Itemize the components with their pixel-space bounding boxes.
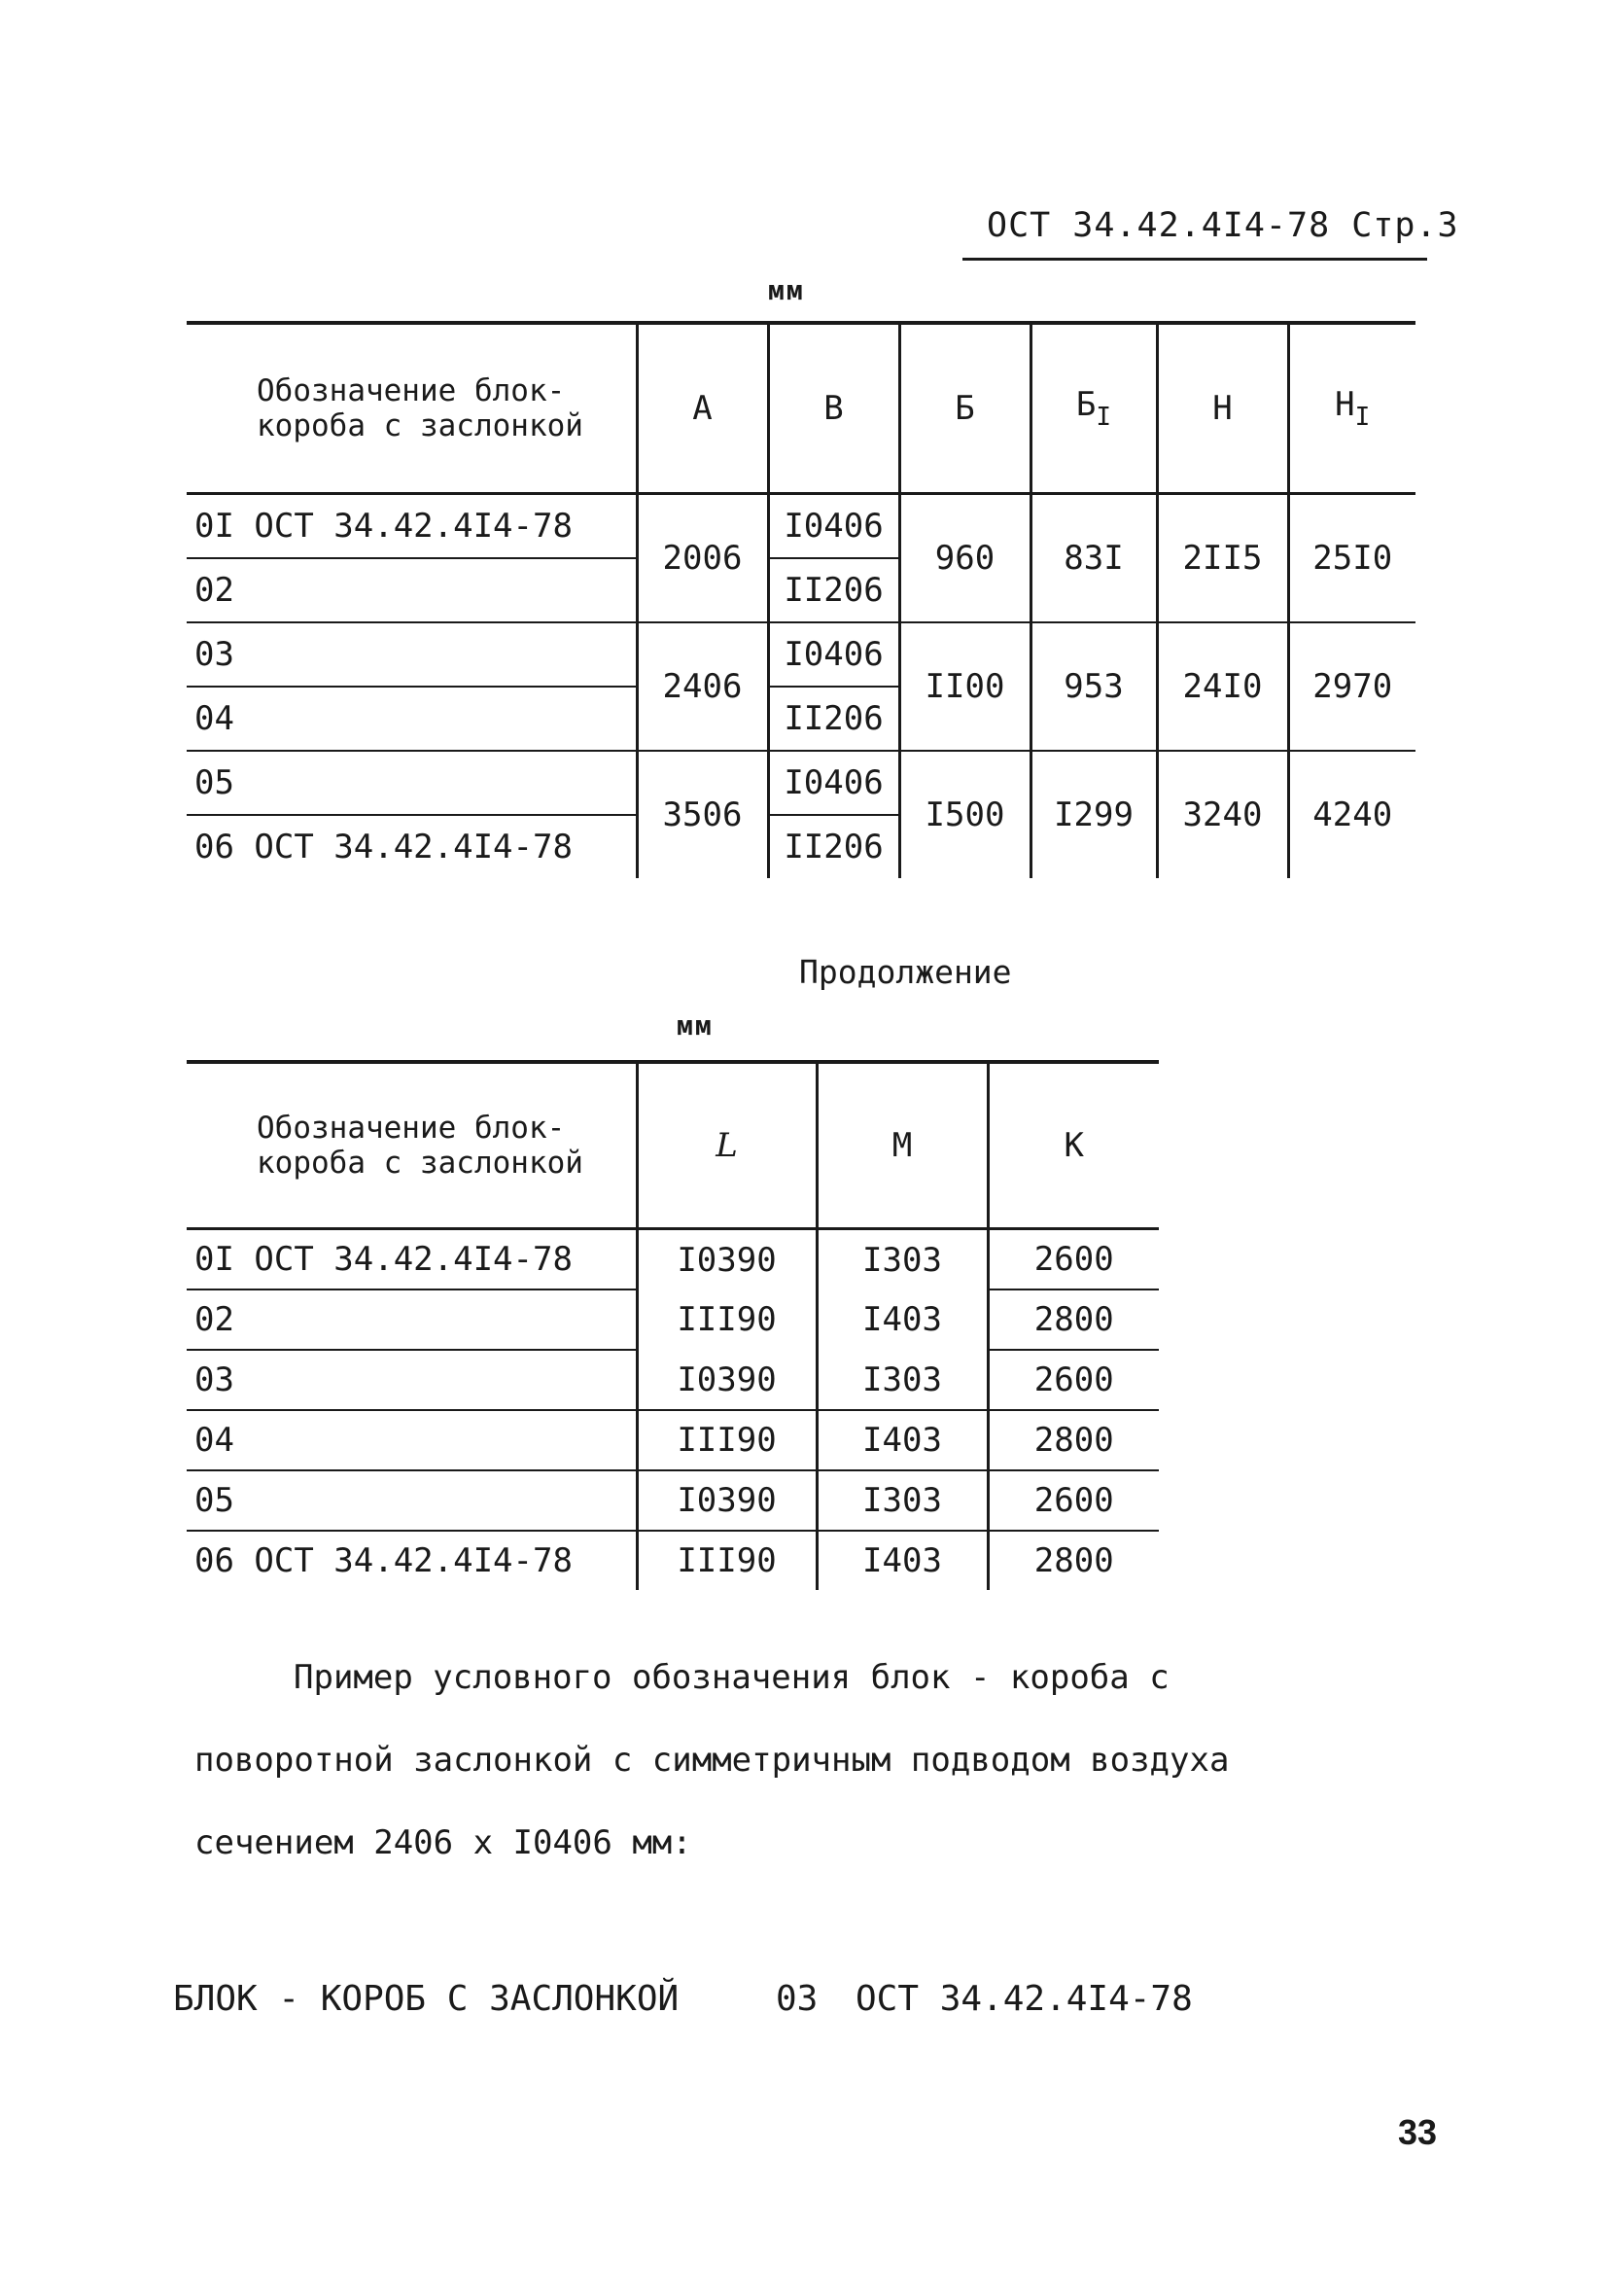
value-v-top: I0406 xyxy=(768,751,899,815)
page-number: 33 xyxy=(1398,2112,1438,2152)
designation-cell: 06 ОСТ 34.42.4I4-78 xyxy=(194,1541,573,1580)
designation-cell: 02 xyxy=(187,558,637,622)
column-header-h1-subscript: I xyxy=(1354,402,1371,432)
dimensions-table xyxy=(187,321,1415,878)
designation-cell: 04 xyxy=(187,687,637,751)
value-h1: 4240 xyxy=(1288,751,1415,878)
value-k: 2600 xyxy=(988,1470,1159,1531)
value-v-top: I0406 xyxy=(768,622,899,687)
table-row xyxy=(187,1350,1159,1410)
value-v-bottom: II206 xyxy=(768,558,899,622)
value-b1: 953 xyxy=(1031,622,1157,751)
table-row xyxy=(187,494,1415,559)
designation-cell: 03 xyxy=(187,1350,637,1410)
column-header-a: А xyxy=(637,323,768,494)
value-v-top: I0406 xyxy=(768,494,899,559)
value-k: 2600 xyxy=(988,1229,1159,1290)
designation-cell: 05 xyxy=(187,1470,637,1531)
value-v-bottom: II206 xyxy=(768,815,899,878)
column-header-m: М xyxy=(817,1062,988,1229)
table-row xyxy=(187,1289,1159,1350)
table1-unit: мм xyxy=(768,274,805,306)
column-header-designation: Обозначение блок-короба с заслонкой xyxy=(187,323,637,494)
value-h: 24I0 xyxy=(1157,622,1288,751)
designation-cell: 05 xyxy=(187,751,637,815)
column-header-designation: Обозначение блок-короба с заслонкой xyxy=(187,1062,637,1229)
column-header-h1 xyxy=(1288,323,1415,494)
column-header-b1-subscript: I xyxy=(1096,402,1112,432)
table-row xyxy=(187,622,1415,687)
designation-cell: 02 xyxy=(187,1289,637,1350)
column-header-l: L xyxy=(637,1062,817,1229)
table-row xyxy=(187,1410,1159,1470)
table-header-row xyxy=(187,1062,1159,1229)
designation-cell: 06 ОСТ 34.42.4I4-78 xyxy=(194,828,573,866)
table2-unit: мм xyxy=(677,1009,714,1042)
table-row xyxy=(187,1229,1159,1290)
column-header-b1-base: Б xyxy=(1075,384,1097,424)
value-a: 2406 xyxy=(637,622,768,751)
value-b1: I299 xyxy=(1031,751,1157,878)
value-b: I500 xyxy=(899,751,1031,878)
designation-code: 03 xyxy=(776,1979,819,2019)
value-m: I303 xyxy=(817,1470,988,1531)
column-header-v: В xyxy=(768,323,899,494)
value-k: 2800 xyxy=(988,1531,1159,1590)
example-line-1: Пример условного обозначения блок - короба с xyxy=(294,1658,1170,1697)
value-l: III90 xyxy=(637,1410,817,1470)
designation-cell: 03 xyxy=(187,622,637,687)
value-b: II00 xyxy=(899,622,1031,751)
value-m: I403 xyxy=(817,1410,988,1470)
table-row xyxy=(187,1531,1159,1590)
value-l: III90 xyxy=(637,1289,817,1350)
value-a: 3506 xyxy=(637,751,768,878)
value-l: I0390 xyxy=(637,1470,817,1531)
value-b: 960 xyxy=(899,494,1031,623)
value-m: I403 xyxy=(817,1531,988,1590)
value-l: III90 xyxy=(637,1531,817,1590)
column-header-h1-base: Н xyxy=(1335,384,1355,424)
value-h: 3240 xyxy=(1157,751,1288,878)
value-l: I0390 xyxy=(637,1229,817,1290)
value-m: I303 xyxy=(817,1229,988,1290)
continuation-title: Продолжение xyxy=(799,953,1012,991)
table-row xyxy=(187,751,1415,815)
value-b1: 83I xyxy=(1031,494,1157,623)
standard-reference: ОСТ 34.42.4I4-78 Стр.3 xyxy=(987,206,1459,245)
value-m: I303 xyxy=(817,1350,988,1410)
designation-cell: 0I ОСТ 34.42.4I4-78 xyxy=(187,494,637,559)
column-header-b1 xyxy=(1031,323,1157,494)
designation-cell: 0I ОСТ 34.42.4I4-78 xyxy=(187,1229,637,1290)
continuation-table xyxy=(187,1060,1159,1590)
value-k: 2600 xyxy=(988,1350,1159,1410)
value-k: 2800 xyxy=(988,1410,1159,1470)
example-line-3: сечением 2406 х I0406 мм: xyxy=(194,1823,692,1862)
value-h: 2II5 xyxy=(1157,494,1288,623)
table-row xyxy=(187,1470,1159,1531)
value-m: I403 xyxy=(817,1289,988,1350)
value-v-bottom: II206 xyxy=(768,687,899,751)
value-k: 2800 xyxy=(988,1289,1159,1350)
designation-name: БЛОК - КОРОБ С ЗАСЛОНКОЙ xyxy=(173,1979,680,2019)
table-header-row xyxy=(187,323,1415,494)
designation-standard: ОСТ 34.42.4I4-78 xyxy=(856,1979,1193,2019)
value-h1: 25I0 xyxy=(1288,494,1415,623)
designation-cell: 04 xyxy=(187,1410,637,1470)
value-a: 2006 xyxy=(637,494,768,623)
column-header-h: Н xyxy=(1157,323,1288,494)
example-line-2: поворотной заслонкой с симметричным подводом воздуха xyxy=(194,1741,1230,1780)
column-header-k: К xyxy=(988,1062,1159,1229)
value-l: I0390 xyxy=(637,1350,817,1410)
header-underline xyxy=(962,258,1427,261)
column-header-b: Б xyxy=(899,323,1031,494)
value-h1: 2970 xyxy=(1288,622,1415,751)
